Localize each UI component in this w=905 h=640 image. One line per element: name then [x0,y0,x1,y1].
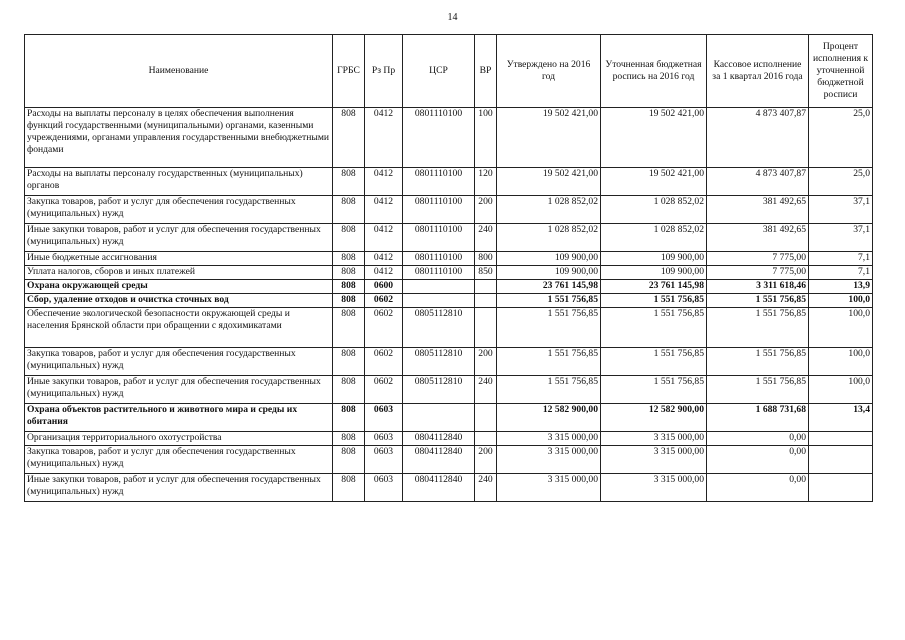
cell-csr: 0801110100 [403,168,475,196]
cell-rzpr: 0602 [365,376,403,404]
cell-approved: 109 900,00 [497,266,601,280]
cell-vr: 240 [475,376,497,404]
cell-executed: 381 492,65 [707,224,809,252]
cell-vr: 800 [475,252,497,266]
cell-approved: 3 315 000,00 [497,432,601,446]
header-percent: Процент исполнения к уточненной бюджетной росписи [809,35,873,108]
table-row [25,252,873,266]
cell-approved: 23 761 145,98 [497,280,601,294]
cell-name: Организация территориального охотустройства [25,432,333,446]
cell-approved: 12 582 900,00 [497,404,601,432]
cell-rzpr: 0412 [365,168,403,196]
cell-vr: 850 [475,266,497,280]
cell-rzpr: 0603 [365,474,403,502]
cell-grbs: 808 [333,280,365,294]
cell-percent [809,474,873,502]
cell-approved: 109 900,00 [497,252,601,266]
cell-csr: 0801110100 [403,224,475,252]
table-row [25,348,873,376]
cell-executed: 381 492,65 [707,196,809,224]
cell-percent: 100,0 [809,308,873,348]
header-grbs: ГРБС [333,35,365,108]
table-row [25,404,873,432]
cell-grbs: 808 [333,432,365,446]
cell-executed: 4 873 407,87 [707,108,809,168]
cell-refined: 1 551 756,85 [601,294,707,308]
table-row [25,446,873,474]
header-refined: Уточненная бюджетная роспись на 2016 год [601,35,707,108]
cell-percent: 37,1 [809,224,873,252]
cell-vr: 240 [475,474,497,502]
table-row [25,224,873,252]
cell-percent: 100,0 [809,376,873,404]
cell-approved: 1 551 756,85 [497,348,601,376]
cell-executed: 1 551 756,85 [707,308,809,348]
cell-refined: 23 761 145,98 [601,280,707,294]
cell-approved: 19 502 421,00 [497,108,601,168]
cell-approved: 1 551 756,85 [497,294,601,308]
cell-executed: 1 551 756,85 [707,376,809,404]
cell-grbs: 808 [333,108,365,168]
cell-csr: 0801110100 [403,196,475,224]
header-executed: Кассовое исполнение за 1 квартал 2016 года [707,35,809,108]
cell-vr [475,404,497,432]
cell-percent: 100,0 [809,348,873,376]
cell-grbs: 808 [333,168,365,196]
table-row [25,308,873,348]
cell-percent: 7,1 [809,266,873,280]
cell-csr [403,404,475,432]
cell-name: Уплата налогов, сборов и иных платежей [25,266,333,280]
cell-approved: 1 028 852,02 [497,196,601,224]
cell-csr: 0804112840 [403,446,475,474]
cell-rzpr: 0602 [365,294,403,308]
cell-vr: 200 [475,348,497,376]
cell-grbs: 808 [333,348,365,376]
cell-vr [475,280,497,294]
table-row [25,474,873,502]
table-row [25,376,873,404]
cell-grbs: 808 [333,474,365,502]
cell-approved: 19 502 421,00 [497,168,601,196]
cell-name: Закупка товаров, работ и услуг для обеспечения государственных (муниципальных) нужд [25,196,333,224]
header-approved: Утверждено на 2016 год [497,35,601,108]
cell-percent [809,432,873,446]
cell-vr: 100 [475,108,497,168]
cell-executed: 0,00 [707,432,809,446]
cell-vr [475,308,497,348]
cell-refined: 3 315 000,00 [601,446,707,474]
cell-rzpr: 0412 [365,108,403,168]
cell-refined: 109 900,00 [601,252,707,266]
cell-csr: 0804112840 [403,474,475,502]
cell-grbs: 808 [333,266,365,280]
cell-rzpr: 0602 [365,308,403,348]
cell-name: Иные бюджетные ассигнования [25,252,333,266]
cell-csr [403,280,475,294]
cell-grbs: 808 [333,252,365,266]
cell-rzpr: 0412 [365,266,403,280]
cell-name: Расходы на выплаты персоналу государственных (муниципальных) органов [25,168,333,196]
header-csr: ЦСР [403,35,475,108]
cell-approved: 3 315 000,00 [497,446,601,474]
cell-name: Иные закупки товаров, работ и услуг для обеспечения государственных (муниципальных) нужд [25,474,333,502]
cell-name: Иные закупки товаров, работ и услуг для обеспечения государственных (муниципальных) нужд [25,376,333,404]
cell-percent: 7,1 [809,252,873,266]
cell-executed: 7 775,00 [707,266,809,280]
cell-percent: 13,4 [809,404,873,432]
cell-executed: 0,00 [707,446,809,474]
header-name: Наименование [25,35,333,108]
cell-grbs: 808 [333,224,365,252]
cell-approved: 1 028 852,02 [497,224,601,252]
cell-approved: 1 551 756,85 [497,376,601,404]
table-row [25,432,873,446]
cell-grbs: 808 [333,376,365,404]
cell-grbs: 808 [333,308,365,348]
cell-csr: 0805112810 [403,348,475,376]
cell-name: Иные закупки товаров, работ и услуг для обеспечения государственных (муниципальных) нужд [25,224,333,252]
cell-refined: 3 315 000,00 [601,474,707,502]
table-header-row [25,35,873,108]
table-row [25,280,873,294]
table-row [25,294,873,308]
cell-grbs: 808 [333,196,365,224]
cell-name: Обеспечение экологической безопасности окружающей среды и населения Брянской области при обращении с ядохимикатами [25,308,333,348]
cell-percent: 13,9 [809,280,873,294]
cell-executed: 4 873 407,87 [707,168,809,196]
cell-refined: 1 551 756,85 [601,348,707,376]
cell-refined: 19 502 421,00 [601,168,707,196]
cell-csr: 0801110100 [403,266,475,280]
cell-percent: 25,0 [809,108,873,168]
cell-refined: 3 315 000,00 [601,432,707,446]
cell-rzpr: 0412 [365,252,403,266]
cell-rzpr: 0412 [365,196,403,224]
cell-name: Расходы на выплаты персоналу в целях обеспечения выполнения функций государственными (муниципальными) органами, казенными учреждениями, органами управления государственными внебюджетными фондами [25,108,333,168]
cell-name: Сбор, удаление отходов и очистка сточных вод [25,294,333,308]
cell-approved: 1 551 756,85 [497,308,601,348]
cell-percent: 25,0 [809,168,873,196]
page-number: 14 [447,12,458,23]
cell-csr: 0801110100 [403,108,475,168]
cell-refined: 1 028 852,02 [601,224,707,252]
cell-grbs: 808 [333,446,365,474]
cell-refined: 19 502 421,00 [601,108,707,168]
cell-name: Охрана окружающей среды [25,280,333,294]
cell-vr: 120 [475,168,497,196]
cell-rzpr: 0603 [365,404,403,432]
cell-name: Закупка товаров, работ и услуг для обеспечения государственных (муниципальных) нужд [25,348,333,376]
cell-csr: 0804112840 [403,432,475,446]
cell-refined: 1 028 852,02 [601,196,707,224]
cell-csr: 0805112810 [403,308,475,348]
cell-vr: 200 [475,446,497,474]
cell-executed: 3 311 618,46 [707,280,809,294]
cell-csr: 0801110100 [403,252,475,266]
cell-vr: 240 [475,224,497,252]
cell-refined: 12 582 900,00 [601,404,707,432]
cell-approved: 3 315 000,00 [497,474,601,502]
cell-rzpr: 0412 [365,224,403,252]
cell-percent: 100,0 [809,294,873,308]
header-rzpr: Рз Пр [365,35,403,108]
header-vr: ВР [475,35,497,108]
cell-grbs: 808 [333,404,365,432]
cell-vr: 200 [475,196,497,224]
budget-table [24,34,873,502]
cell-csr: 0805112810 [403,376,475,404]
cell-executed: 1 551 756,85 [707,294,809,308]
cell-name: Закупка товаров, работ и услуг для обеспечения государственных (муниципальных) нужд [25,446,333,474]
table-row [25,168,873,196]
cell-refined: 1 551 756,85 [601,376,707,404]
cell-executed: 1 551 756,85 [707,348,809,376]
cell-refined: 109 900,00 [601,266,707,280]
table-row [25,196,873,224]
cell-vr [475,294,497,308]
cell-vr [475,432,497,446]
cell-rzpr: 0603 [365,432,403,446]
cell-csr [403,294,475,308]
table-row [25,266,873,280]
cell-percent: 37,1 [809,196,873,224]
cell-name: Охрана объектов растительного и животного мира и среды их обитания [25,404,333,432]
cell-rzpr: 0603 [365,446,403,474]
cell-grbs: 808 [333,294,365,308]
cell-rzpr: 0602 [365,348,403,376]
cell-executed: 7 775,00 [707,252,809,266]
cell-executed: 0,00 [707,474,809,502]
table-row [25,108,873,168]
cell-percent [809,446,873,474]
cell-refined: 1 551 756,85 [601,308,707,348]
cell-executed: 1 688 731,68 [707,404,809,432]
table-body [25,108,873,502]
cell-rzpr: 0600 [365,280,403,294]
